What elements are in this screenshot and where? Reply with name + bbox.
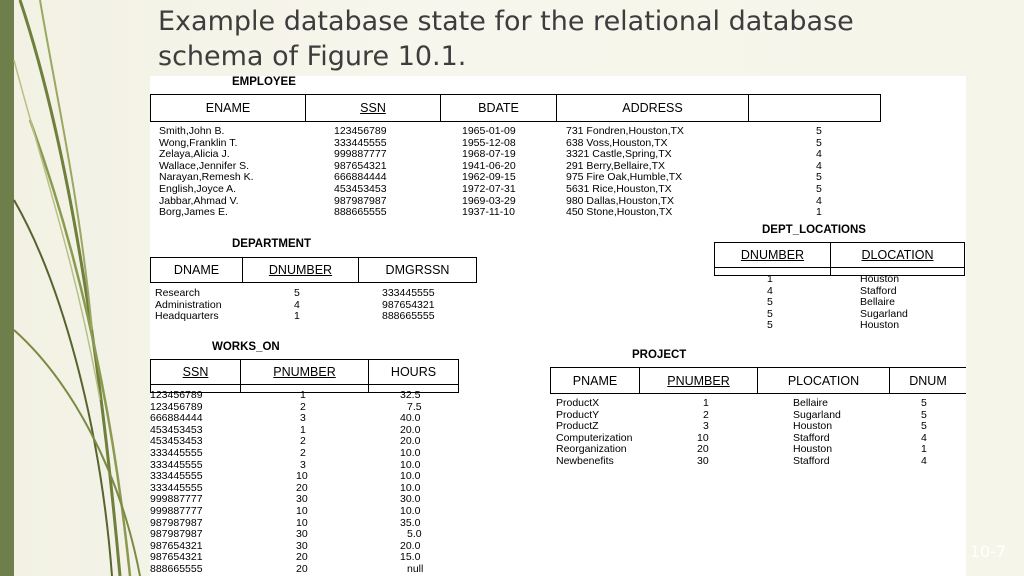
dept-locations-col-dlocation: DLOCATION bbox=[861, 248, 934, 262]
table-row: ProductX 1 Bellaire 5 bbox=[556, 397, 927, 409]
table-row: 5 Sugarland bbox=[767, 307, 908, 320]
employee-rows bbox=[150, 126, 879, 219]
works-on-col-pnumber: PNUMBER bbox=[241, 360, 369, 384]
employee-table-name: EMPLOYEE bbox=[232, 76, 296, 88]
database-state-figure bbox=[150, 76, 966, 576]
table-row: Jabbar,Ahmad V. 987987987 1969-03-29 980 Dallas,Houston,TX 4 bbox=[159, 194, 822, 207]
dept-locations-rows bbox=[714, 274, 963, 332]
department-header bbox=[150, 257, 477, 283]
table-row: 987987987 10 35.0 bbox=[150, 516, 421, 529]
employee-col-ename: ENAME bbox=[151, 95, 306, 121]
table-row: Borg,James E. 888665555 1937-11-10 450 Stone,Houston,TX 1 bbox=[159, 206, 822, 219]
project-header bbox=[550, 367, 966, 394]
table-row: 999887777 30 30.0 bbox=[150, 493, 421, 506]
table-row: Zelaya,Alicia J. 999887777 1968-07-19 3321 Castle,Spring,TX 4 bbox=[159, 148, 822, 161]
department-rows bbox=[150, 288, 475, 323]
table-row: Administration 4 987654321 bbox=[155, 298, 435, 311]
employee-col-ssn: SSN bbox=[306, 95, 441, 121]
table-row: 987654321 30 20.0 bbox=[150, 539, 421, 552]
table-row: ProductY 2 Sugarland 5 bbox=[556, 408, 927, 421]
employee-col-bdate: BDATE bbox=[441, 95, 557, 121]
table-row: 888665555 20 null bbox=[150, 562, 424, 575]
project-col-pnumber: PNUMBER bbox=[640, 368, 758, 393]
works-on-table-name: WORKS_ON bbox=[212, 341, 280, 353]
table-row: Headquarters 1 888665555 bbox=[155, 310, 435, 323]
dept-locations-col-dnumber: DNUMBER bbox=[715, 243, 831, 267]
table-row: 987987987 30 5.0 bbox=[150, 528, 422, 541]
table-row: Wallace,Jennifer S. 987654321 1941-06-20 291 Berry,Bellaire,TX 4 bbox=[159, 159, 822, 172]
table-row: 333445555 10 10.0 bbox=[150, 470, 421, 483]
slide-title bbox=[158, 4, 978, 74]
table-row: 123456789 1 32.5 bbox=[150, 389, 421, 401]
project-col-dnum: DNUM bbox=[909, 373, 947, 388]
table-row: 5 Houston bbox=[767, 319, 900, 332]
table-row: 666884444 3 40.0 bbox=[150, 412, 421, 425]
table-row: English,Joyce A. 453453453 1972-07-31 5631 Rice,Houston,TX 5 bbox=[159, 182, 822, 195]
table-row: Computerization 10 Stafford 4 bbox=[556, 431, 927, 444]
table-row: Newbenefits 30 Stafford 4 bbox=[556, 454, 927, 467]
table-row: 333445555 20 10.0 bbox=[150, 481, 421, 494]
slide-title-line2: schema of Figure 10.1. bbox=[158, 41, 467, 72]
works-on-rows bbox=[150, 390, 457, 576]
table-row: ProductZ 3 Houston 5 bbox=[556, 420, 927, 433]
works-on-header bbox=[150, 359, 459, 385]
table-row: 333445555 2 10.0 bbox=[150, 446, 421, 459]
grass-decoration bbox=[0, 0, 160, 576]
project-col-plocation: PLOCATION bbox=[758, 368, 890, 393]
employee-col-address: ADDRESS bbox=[557, 95, 749, 121]
table-row: 123456789 2 7.5 bbox=[150, 400, 422, 413]
table-row: 999887777 10 10.0 bbox=[150, 504, 421, 517]
table-row: Reorganization 20 Houston 1 bbox=[556, 443, 927, 456]
dept-locations-table-name: DEPT_LOCATIONS bbox=[762, 224, 866, 236]
table-row: Wong,Franklin T. 333445555 1955-12-08 638 Voss,Houston,TX 5 bbox=[159, 136, 822, 149]
project-col-pname: PNAME bbox=[551, 368, 640, 393]
project-table-name: PROJECT bbox=[632, 349, 687, 361]
table-row: 1 Houston bbox=[767, 273, 900, 285]
employee-header bbox=[150, 94, 881, 122]
department-col-dnumber: DNUMBER bbox=[243, 258, 359, 282]
table-row: Research 5 333445555 bbox=[155, 287, 435, 299]
table-row: 333445555 3 10.0 bbox=[150, 458, 421, 471]
table-row: 453453453 2 20.0 bbox=[150, 435, 421, 448]
table-row: 5 Bellaire bbox=[767, 296, 896, 309]
table-row: 453453453 1 20.0 bbox=[150, 423, 421, 436]
works-on-col-ssn: SSN bbox=[151, 360, 241, 384]
works-on-col-hours: HOURS bbox=[390, 365, 437, 379]
table-row: Narayan,Remesh K. 666884444 1962-09-15 975 Fire Oak,Humble,TX 5 bbox=[159, 171, 822, 184]
table-row: Smith,John B. 123456789 1965-01-09 731 Fondren,Houston,TX 5 bbox=[159, 125, 822, 137]
table-row: 4 Stafford bbox=[767, 284, 897, 297]
employee-col-dno bbox=[749, 95, 880, 121]
department-col-dname: DNAME bbox=[151, 258, 243, 282]
dept-locations-header bbox=[714, 242, 965, 268]
slide-title-line1: Example database state for the relational database bbox=[158, 6, 854, 37]
table-row: 987654321 20 15.0 bbox=[150, 551, 421, 564]
department-table-name: DEPARTMENT bbox=[232, 238, 312, 250]
slide-number: 10-7 bbox=[969, 542, 1006, 561]
project-rows bbox=[550, 398, 965, 468]
department-col-dmgrssn: DMGRSSN bbox=[385, 263, 450, 277]
